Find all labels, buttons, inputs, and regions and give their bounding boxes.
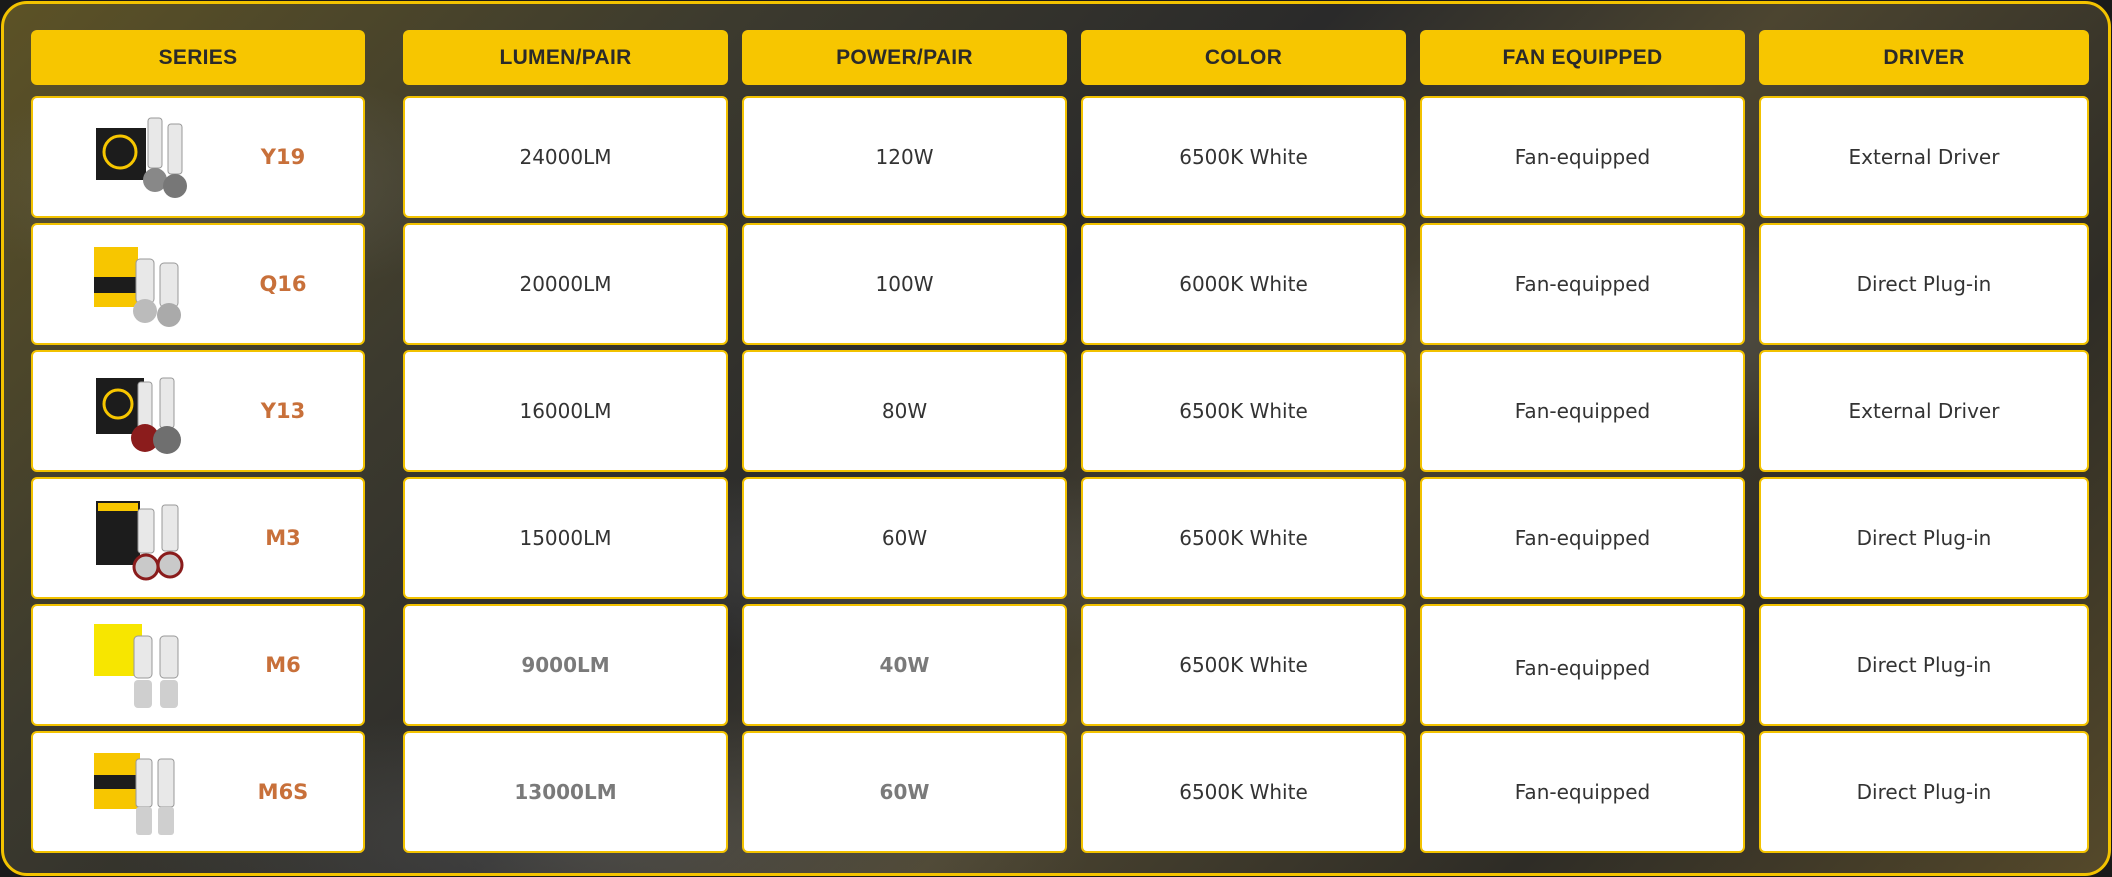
series-name: Y13	[260, 399, 306, 423]
series-cell	[31, 350, 365, 472]
header-fan: FAN EQUIPPED	[1420, 30, 1745, 85]
product-image	[88, 491, 198, 589]
lumen-cell: 24000LM	[403, 96, 728, 218]
series-cell	[31, 223, 365, 345]
lumen-cell: 16000LM	[403, 350, 728, 472]
header-color: COLOR	[1081, 30, 1406, 85]
color-cell: 6000K White	[1081, 223, 1406, 345]
header-power: POWER/PAIR	[742, 30, 1067, 85]
power-cell: 40W	[742, 604, 1067, 726]
lumen-cell: 9000LM	[403, 604, 728, 726]
lumen-cell: 13000LM	[403, 731, 728, 853]
header-lumen: LUMEN/PAIR	[403, 30, 728, 85]
lumen-cell: 20000LM	[403, 223, 728, 345]
product-image	[88, 745, 198, 843]
fan-cell: Fan-equipped	[1420, 604, 1745, 726]
series-name: Y19	[260, 145, 306, 169]
power-cell: 60W	[742, 477, 1067, 599]
series-name: Q16	[259, 272, 307, 296]
power-cell: 60W	[742, 731, 1067, 853]
driver-cell: Direct Plug-in	[1759, 604, 2089, 726]
product-image	[88, 110, 198, 208]
lumen-cell: 15000LM	[403, 477, 728, 599]
driver-cell: External Driver	[1759, 350, 2089, 472]
driver-cell: Direct Plug-in	[1759, 223, 2089, 345]
fan-cell: Fan-equipped	[1420, 223, 1745, 345]
color-cell: 6500K White	[1081, 477, 1406, 599]
fan-cell: Fan-equipped	[1420, 477, 1745, 599]
color-cell: 6500K White	[1081, 96, 1406, 218]
color-cell: 6500K White	[1081, 731, 1406, 853]
series-name: M3	[265, 526, 301, 550]
series-name: M6S	[257, 780, 309, 804]
color-cell: 6500K White	[1081, 604, 1406, 726]
fan-cell: Fan-equipped	[1420, 731, 1745, 853]
series-cell	[31, 477, 365, 599]
fan-cell: Fan-equipped	[1420, 350, 1745, 472]
driver-cell: Direct Plug-in	[1759, 477, 2089, 599]
color-cell: 6500K White	[1081, 350, 1406, 472]
comparison-table-frame	[1, 1, 2111, 876]
fan-cell: Fan-equipped	[1420, 96, 1745, 218]
driver-cell: External Driver	[1759, 96, 2089, 218]
series-cell	[31, 731, 365, 853]
series-cell	[31, 604, 365, 726]
power-cell: 80W	[742, 350, 1067, 472]
product-image	[88, 618, 198, 716]
series-cell	[31, 96, 365, 218]
product-image	[88, 364, 198, 462]
header-series: SERIES	[31, 30, 365, 85]
header-driver: DRIVER	[1759, 30, 2089, 85]
power-cell: 120W	[742, 96, 1067, 218]
driver-cell: Direct Plug-in	[1759, 731, 2089, 853]
power-cell: 100W	[742, 223, 1067, 345]
series-name: M6	[265, 653, 301, 677]
product-image	[88, 237, 198, 335]
